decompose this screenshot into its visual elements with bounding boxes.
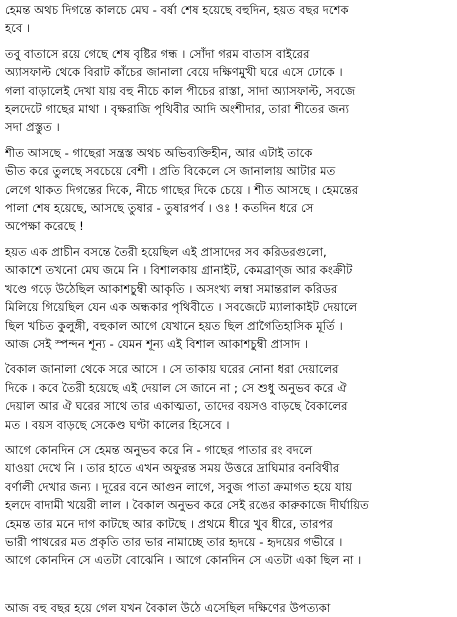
- text-line: বৈকাল জানালা থেকে সরে আসে । সে তাকায় ঘরের নোনা ধরা দেয়ালের: [5, 362, 339, 377]
- text-line: আগে কোনদিন সে হেমন্ত অনুভব করে নি - গাছের পাতার রং বদলে: [5, 442, 313, 457]
- text-line: আকাশে তখনো মেঘ জমে নি । বিশালকায় গ্রানাইট, কেমব্রাণ্জ আর কংক্রীট: [5, 263, 353, 278]
- paragraph-3: [5, 144, 452, 236]
- text-line: দেয়াল আর ঐ ঘরের সাথে তার একাত্মতা, তাদের বয়সও বাড়ছে বৈকালের: [5, 399, 348, 414]
- text-line: হেমন্ত অথচ দিগন্তে কালচে মেঘ - বর্ষা শেষ হয়েছে বহুদিন, হয়ত বছর দশেক: [5, 3, 349, 17]
- text-line: লেগে থাকত দিগন্তের দিকে, নীচে গাছের দিকে চেয়ে । শীত আসছে । হেমন্তের: [5, 182, 359, 197]
- text-line: অপেক্ষা করেছে !: [5, 219, 84, 234]
- text-line: ভীত করে তুলছে সবচেয়ে বেশী । প্রতি বিকেলে সে জানালায় আটার মত: [5, 164, 336, 179]
- cutoff-text-line: আজ বহু বছর হয়ে গেল যখন বৈকাল উঠে এসেছিল দক্ষিণের উপত্যকা: [5, 601, 331, 615]
- text-line: গলা বাড়ালেই দেখা যায় বহু নীচে কাল পীচের রাস্তা, সাদা অ্যাসফাল্ট, সবজে: [5, 83, 356, 98]
- text-line: মত । বয়স বাড়ছে সেকেণ্ড ঘণ্টা কালের হিসেবে ।: [5, 417, 230, 432]
- text-line: শীত আসছে - গাছেরা সন্ত্রস্ত অথচ অভিব্যক্তিহীন, আর এটাই তাকে: [5, 145, 313, 160]
- paragraph-2: [5, 45, 452, 137]
- text-line: যাওয়া দেখে নি । তার হাতে এখন অফুরন্ত সময় উত্তরে দ্রাঘিমার বনবিথীর: [5, 461, 340, 476]
- text-line: আগে কোনদিন সে এতটা বোঝেনি । আগে কোনদিন সে এতটা একা ছিল না ।: [5, 553, 362, 568]
- text-line: মিলিয়ে গিয়েছিল যেন এক অন্ধকার পৃথিবীতে । সবজেটে ম্যালাকাইট দেয়ালে: [5, 300, 358, 315]
- text-line: হয়ত এক প্রাচীন বসন্তে তৈরী হয়েছিল এই প্রাসাদের সব করিডরগুলো,: [5, 244, 327, 259]
- text-line: হলদেটে গাছের মাথা । বৃক্ষরাজি পৃথিবীর আদি অংশীদার, তারা শীতের জন্য: [5, 102, 350, 117]
- text-line: হলদে বাদামী খয়েরী লাল । বৈকাল অনুভব করে সেই রঙের কারুকাজে দীর্ঘায়িত: [5, 498, 369, 513]
- text-line: হবে ।: [5, 21, 31, 36]
- document-body: [5, 1, 452, 577]
- text-line: পালা শেষ হয়েছে, আসছে তুষার - তুষারপর্ব । ওঃ ! কতদিন ধরে সে: [5, 201, 314, 216]
- text-line: খণ্ডে গড়ে উঠেছিল আকাশচুম্বী আকৃতি । অসংখ্য লম্বা সমান্তরাল করিডর: [5, 281, 338, 296]
- text-line: তবু বাতাসে রয়ে গেছে শেষ বৃষ্টির গন্ধ । সোঁদা গরম বাতাস বাইরের: [5, 46, 310, 61]
- text-line: আজ সেই স্পন্দন শূন্য - যেমন শূন্য এই বিশাল আকাশচুম্বী প্রাসাদ ।: [5, 336, 308, 351]
- text-line: হেমন্ত তার মনে দাগ কাটছে আর কাটছে । প্রথমে ধীরে খুব ধীরে, তারপর: [5, 516, 333, 531]
- text-line: দিকে । কবে তৈরী হয়েছে এই দেয়াল সে জানে না ; সে শুধু অনুভব করে ঐ: [5, 380, 347, 395]
- paragraph-1: [5, 1, 452, 38]
- paragraph-4: [5, 243, 452, 353]
- text-line: ভারী পাথরের মত প্রকৃতি তার ভার নামাচ্ছে তার হৃদয়ে - হৃদয়ের গভীরে ।: [5, 534, 343, 549]
- text-line: বর্ণালী দেখার জন্য । দূরের বনে আগুন লাগে, সবুজ পাতা ক্রমাগত হয়ে যায়: [5, 479, 352, 494]
- text-line: ছিল খচিত কুলুঙ্গী, বহুকাল আগে যেখানে হয়ত ছিল প্রাগৈতিহাসিক মূর্তি ।: [5, 318, 343, 333]
- text-line: সদা প্রস্তুত ।: [5, 120, 60, 135]
- paragraph-6: [5, 441, 452, 570]
- text-line: অ্যাসফাল্ট থেকে বিরাট কাঁচের জানালা বেয়ে দক্ষিণমুখী ঘরে এসে ঢোকে ।: [5, 65, 343, 80]
- paragraph-5: [5, 360, 452, 434]
